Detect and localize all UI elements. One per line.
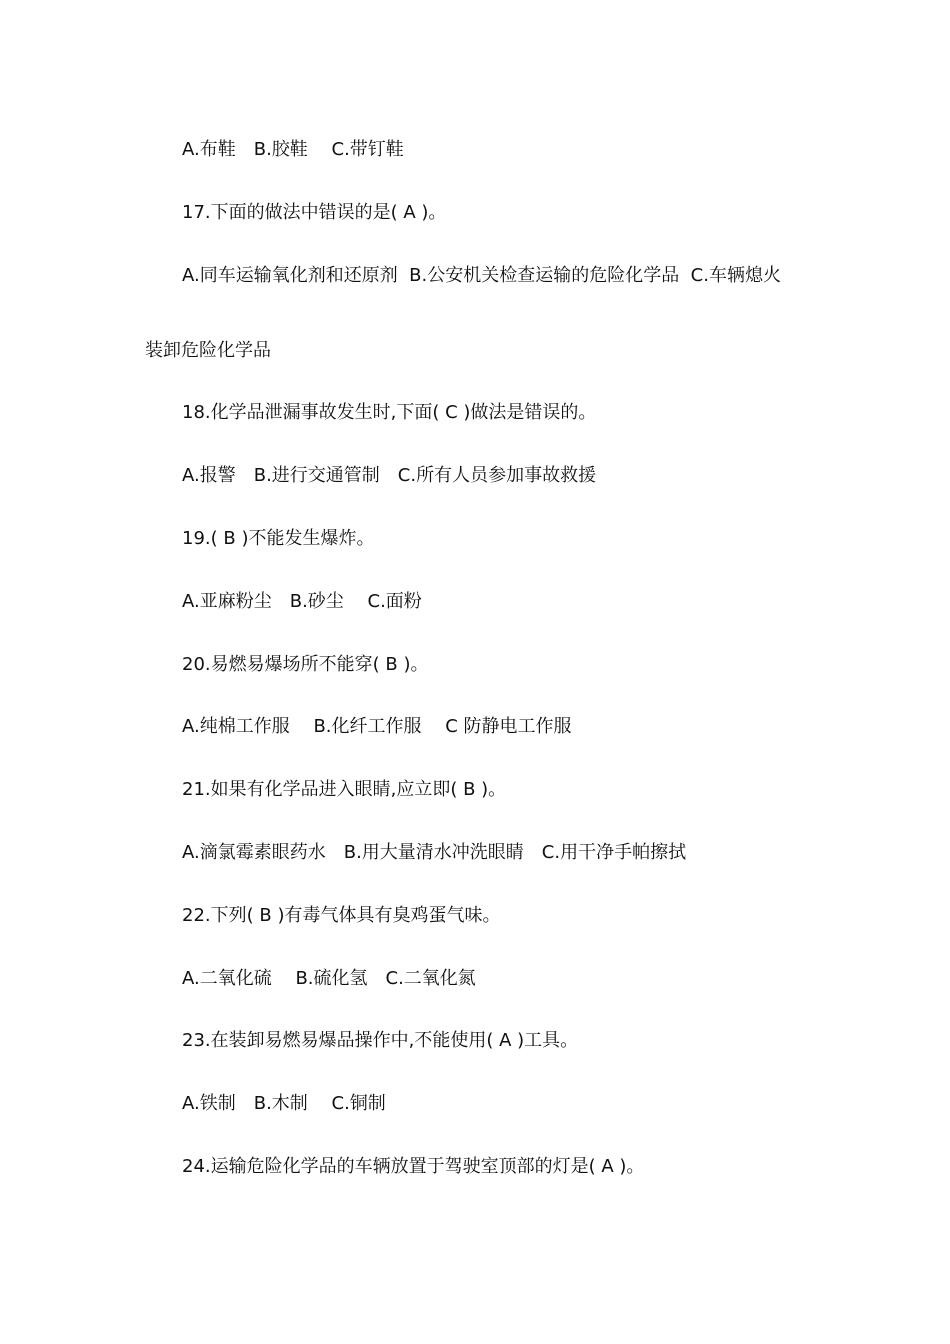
question-19: 19.( B )不能发生爆炸。 <box>182 528 375 549</box>
question-23: 23.在装卸易燃易爆品操作中,不能使用( A )工具。 <box>182 1030 579 1051</box>
question-21: 21.如果有化学品进入眼睛,应立即( B )。 <box>182 779 507 800</box>
answer-options-17: A.同车运输氧化剂和还原剂 B.公安机关检查运输的危险化学品 C.车辆熄火 <box>182 265 781 286</box>
question-22: 22.下列( B )有毒气体具有臭鸡蛋气味。 <box>182 905 501 926</box>
question-20: 20.易燃易爆场所不能穿( B )。 <box>182 654 429 675</box>
question-24: 24.运输危险化学品的车辆放置于驾驶室顶部的灯是( A )。 <box>182 1156 645 1177</box>
answer-options-21: A.滴氯霉素眼药水 B.用大量清水冲洗眼睛 C.用干净手帕擦拭 <box>182 842 687 863</box>
question-18: 18.化学品泄漏事故发生时,下面( C )做法是错误的。 <box>182 402 597 423</box>
question-17: 17.下面的做法中错误的是( A )。 <box>182 202 447 223</box>
answer-options-18: A.报警 B.进行交通管制 C.所有人员参加事故救援 <box>182 465 597 486</box>
answer-options-20: A.纯棉工作服 B.化纤工作服 C 防静电工作服 <box>182 716 572 737</box>
answer-options-17-continued: 装卸危险化学品 <box>145 340 271 361</box>
answer-options-23: A.铁制 B.木制 C.铜制 <box>182 1093 386 1114</box>
answer-options-22: A.二氧化硫 B.硫化氢 C.二氧化氮 <box>182 968 476 989</box>
answer-options-19: A.亚麻粉尘 B.砂尘 C.面粉 <box>182 591 422 612</box>
answer-options-16: A.布鞋 B.胶鞋 C.带钉鞋 <box>182 139 404 160</box>
